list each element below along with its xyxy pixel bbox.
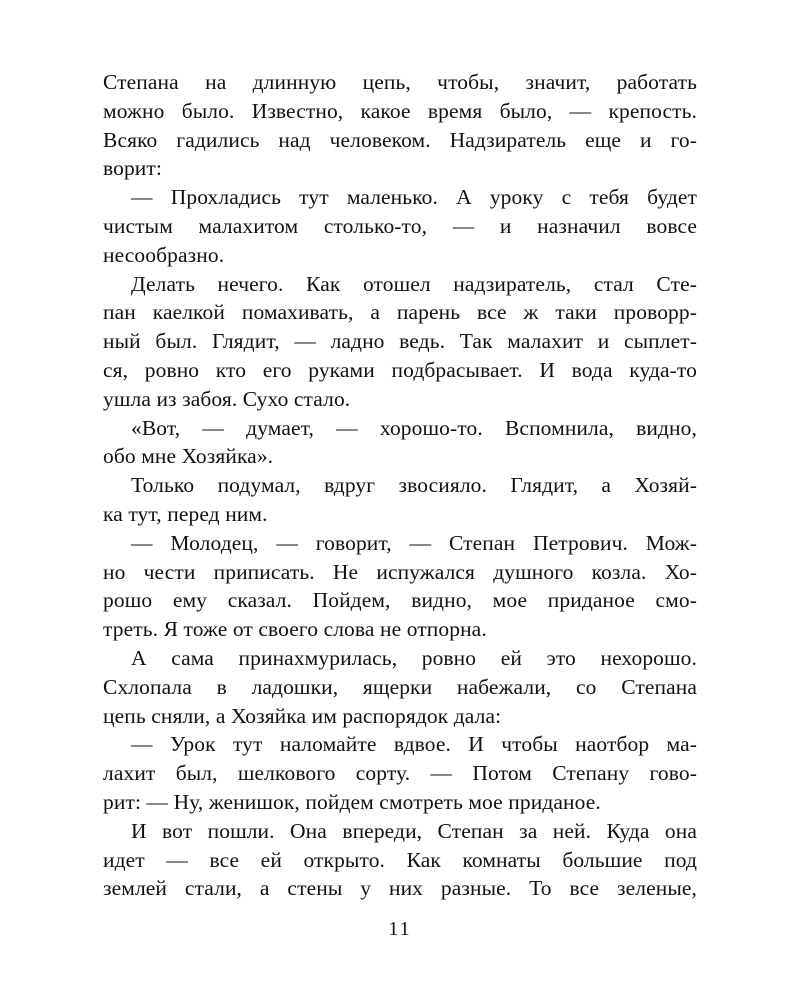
text-line: «Вот, — думает, — хорошо-то. Вспомнила, видно, [131, 415, 697, 440]
text-line: несообразно. [103, 242, 225, 267]
page-number: 11 [388, 918, 412, 940]
text-line: — Молодец, — говорит, — Степан Петрович. Мож- [131, 530, 697, 555]
text-line: рит: — Ну, женишок, пойдем смотреть мое приданое. [103, 789, 601, 814]
text-line: пан каелкой помахивать, а парень все ж таки проворр- [103, 300, 697, 325]
text-line: идет — все ей открыто. Как комнаты большие под [103, 847, 697, 872]
text-line: треть. Я тоже от своего слова не отпорна. [103, 617, 487, 642]
text-line: обо мне Хозяйка». [103, 444, 274, 469]
text-line: И вот пошли. Она впереди, Степан за ней. Куда она [131, 818, 697, 843]
text-line: ный был. Глядит, — ладно ведь. Так малахит и сыплет- [103, 329, 697, 354]
text-line: ся, ровно кто его руками подбрасывает. И вода куда-то [103, 357, 697, 382]
text-line: — Урок тут наломайте вдвое. И чтобы наотбор ма- [131, 732, 697, 757]
text-line: лахит был, шелкового сорту. — Потом Степану гово- [103, 761, 697, 786]
text-line: чистым малахитом столько-то, — и назначил вовсе [103, 213, 697, 238]
text-line: можно было. Известно, какое время было, — крепость. [103, 98, 697, 123]
text-line: Только подумал, вдруг звосияло. Глядит, а Хозяй- [131, 473, 697, 498]
body-text [103, 68, 697, 903]
text-line: ворит: [103, 156, 162, 181]
text-line: Всяко гадились над человеком. Надзиратель еще и го- [103, 127, 697, 152]
text-line: Схлопала в ладошки, ящерки набежали, со Степана [103, 674, 697, 699]
text-line: Степана на длинную цепь, чтобы, значит, работать [103, 70, 697, 94]
text-line: ушла из забоя. Сухо стало. [103, 386, 351, 411]
text-line: Делать нечего. Как отошел надзиратель, стал Сте- [131, 271, 697, 296]
text-line: но чести приписать. Не испужался душного козла. Хо- [103, 559, 697, 584]
text-line: ка тут, перед ним. [103, 501, 268, 526]
text-line: А сама принахмурилась, ровно ей это нехорошо. [131, 645, 697, 670]
text-line: цепь сняли, а Хозяйка им распорядок дала: [103, 703, 502, 728]
text-line: рошо ему сказал. Пойдем, видно, мое приданое смо- [103, 588, 697, 613]
text-line: землей стали, а стены у них разные. То все зеленые, [103, 876, 697, 901]
text-line: — Прохладись тут маленько. А уроку с тебя будет [131, 185, 697, 210]
